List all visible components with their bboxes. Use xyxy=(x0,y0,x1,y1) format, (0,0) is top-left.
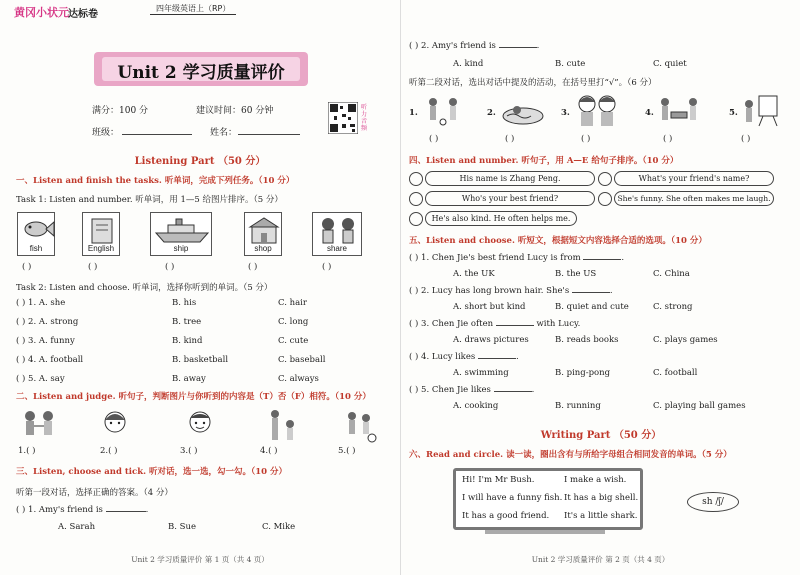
answer-paren[interactable]: ( ) xyxy=(409,319,419,329)
task1-instruction: Task 1: Listen and number. 听单词，用 1—5 给图片排序。（5 分） xyxy=(16,195,283,205)
tick-paren[interactable]: ( ) xyxy=(741,134,751,144)
order-circle[interactable] xyxy=(409,212,423,226)
score-text: 满分：100 分 xyxy=(92,106,149,116)
question-text: 1. Chen Jie's best friend Lucy is from xyxy=(421,253,581,263)
option-b[interactable]: B. his xyxy=(172,298,197,308)
option-a[interactable]: A. short but kind xyxy=(453,302,526,312)
task2-item xyxy=(16,374,65,384)
activity-number: 5. xyxy=(729,108,738,118)
judge-paren[interactable]: 2.( ) xyxy=(100,446,118,456)
option-c[interactable]: C. plays games xyxy=(653,335,718,345)
name-label: 姓名： xyxy=(210,128,238,138)
option-c[interactable]: C. China xyxy=(653,269,690,279)
answer-blank[interactable] xyxy=(478,351,516,359)
answer-paren[interactable]: ( ) xyxy=(16,298,26,308)
s5-question: ( ) 5. Chen Jie likes . xyxy=(409,385,535,395)
option-c[interactable]: C. hair xyxy=(278,298,307,308)
class-label: 班级： xyxy=(92,128,120,138)
board-sentence[interactable]: It's a little shark. xyxy=(564,511,638,521)
boy-face-icon xyxy=(185,408,215,444)
kids-playing-icon xyxy=(423,94,467,128)
section-3-sub: 听第一段对话，选择正确的答案。（4 分） xyxy=(16,488,173,498)
option-b[interactable]: B. the US xyxy=(555,269,597,279)
answer-paren[interactable]: ( ) xyxy=(88,262,98,272)
s3-question-1: ( ) 1. Amy's friend is . xyxy=(16,505,149,515)
answer-blank[interactable] xyxy=(494,384,532,392)
drawing-easel-icon xyxy=(741,92,781,128)
title-banner xyxy=(94,52,308,86)
question-text: 2. Amy's friend is xyxy=(421,41,496,51)
question-text: 2. Lucy has long brown hair. She's xyxy=(421,286,570,296)
order-circle[interactable] xyxy=(598,192,612,206)
two-girls-icon xyxy=(573,92,621,128)
option-b[interactable]: B. tree xyxy=(172,317,202,327)
option-a[interactable]: A. draws pictures xyxy=(453,335,529,345)
option-b[interactable]: B. kind xyxy=(172,336,203,346)
task2-item xyxy=(16,336,75,346)
option-a[interactable]: A. Sarah xyxy=(58,522,96,532)
s5-question xyxy=(409,318,580,329)
answer-paren[interactable]: ( ) xyxy=(16,317,26,327)
sentence-pill: What's your friend's name? xyxy=(614,171,774,186)
order-circle[interactable] xyxy=(598,172,612,186)
brand-sub: 达标卷 xyxy=(68,9,98,20)
answer-paren[interactable]: ( ) xyxy=(409,253,419,263)
option-c[interactable]: C. strong xyxy=(653,302,693,312)
option-c[interactable]: C. always xyxy=(278,374,319,384)
name-field[interactable] xyxy=(238,134,300,135)
board-sentence[interactable]: I make a wish. xyxy=(564,475,627,485)
picture-share xyxy=(312,212,362,256)
option-c[interactable]: C. Mike xyxy=(262,522,296,532)
option-a[interactable]: A. swimming xyxy=(453,368,509,378)
option-a[interactable]: A. cooking xyxy=(453,401,499,411)
option-a[interactable]: 1. A. she xyxy=(28,298,66,308)
option-c[interactable]: C. football xyxy=(653,368,698,378)
playing-football-icon xyxy=(342,408,378,444)
picture-fish xyxy=(17,212,55,256)
activity-number: 4. xyxy=(645,108,654,118)
option-a[interactable]: 5. A. say xyxy=(28,374,65,384)
tall-short-boys-icon xyxy=(266,408,298,444)
option-c[interactable]: C. quiet xyxy=(653,59,687,69)
option-c[interactable]: C. playing ball games xyxy=(653,401,746,411)
section-5-title: 五、Listen and choose. 听短文，根据短文内容选择合适的选项。（10 分） xyxy=(409,236,707,246)
page-footer: Unit 2 学习质量评价 第 2 页（共 4 页） xyxy=(531,555,670,564)
picture-label: share xyxy=(326,244,347,253)
answer-blank[interactable] xyxy=(106,504,146,512)
s5-question: ( ) 1. Chen Jie's best friend Lucy is from . xyxy=(409,253,625,263)
judge-paren[interactable]: 4.( ) xyxy=(260,446,278,456)
answer-paren[interactable]: ( ) xyxy=(16,336,26,346)
option-a[interactable]: A. kind xyxy=(453,59,484,69)
activity-number: 3. xyxy=(561,108,570,118)
section-3-sub2: 听第二段对话，选出对话中提及的活动，在括号里打“√”。（6 分） xyxy=(409,78,657,88)
judge-paren[interactable]: 3.( ) xyxy=(180,446,198,456)
question-text: 4. Lucy likes xyxy=(421,352,476,362)
option-c[interactable]: C. long xyxy=(278,317,309,327)
answer-paren[interactable]: ( ) xyxy=(409,385,419,395)
option-b[interactable]: B. basketball xyxy=(172,355,229,365)
girl-face-icon xyxy=(100,408,130,444)
picture-english xyxy=(82,212,120,256)
fish-icon xyxy=(19,215,55,245)
option-b[interactable]: B. away xyxy=(172,374,206,384)
answer-paren[interactable]: ( ) xyxy=(248,262,258,272)
option-b[interactable]: B. running xyxy=(555,401,601,411)
picture-ship xyxy=(150,212,212,256)
section-6-title: 六、Read and circle. 读一读，圈出含有与所给字母组合相同发音的单词。（5 分） xyxy=(409,450,732,460)
task2-item xyxy=(16,317,78,327)
reading-board xyxy=(453,468,643,530)
option-a[interactable]: 4. A. football xyxy=(28,355,84,365)
option-b[interactable]: B. quiet and cute xyxy=(555,302,629,312)
class-field[interactable] xyxy=(122,134,192,135)
judge-paren[interactable]: 5.( ) xyxy=(338,446,356,456)
question-text: 5. Chen Jie likes xyxy=(421,385,491,395)
right-page xyxy=(400,0,800,575)
question-text: 1. Amy's friend is xyxy=(28,505,103,515)
qr-note: 听力音频 xyxy=(361,104,368,132)
question-text: 3. Chen Jie often xyxy=(421,319,494,329)
task2-item xyxy=(16,298,65,308)
picture-label: English xyxy=(87,244,115,253)
board-sentence[interactable]: It has a good friend. xyxy=(462,511,550,521)
grade-tag: 四年级英语上（RP） xyxy=(150,3,236,15)
s5-question: ( ) 4. Lucy likes . xyxy=(409,352,519,362)
activity-number: 2. xyxy=(487,108,496,118)
board-sentence[interactable]: Hi! I'm Mr Bush. xyxy=(462,475,535,485)
answer-paren[interactable]: ( ) xyxy=(409,286,419,296)
option-a[interactable]: 2. A. strong xyxy=(28,317,79,327)
option-a[interactable]: A. the UK xyxy=(453,269,495,279)
option-c[interactable]: C. baseball xyxy=(278,355,326,365)
writing-part-heading: Writing Part （50 分） xyxy=(540,430,662,441)
judge-paren[interactable]: 1.( ) xyxy=(18,446,36,456)
activity-number: 1. xyxy=(409,108,418,118)
question-text-tail: with Lucy. xyxy=(536,319,581,329)
option-a[interactable]: 3. A. funny xyxy=(28,336,75,346)
unit-title: Unit 2 学习质量评价 xyxy=(117,63,285,83)
option-b[interactable]: B. ping-pong xyxy=(555,368,611,378)
sentence-pill: Who's your best friend? xyxy=(425,191,595,206)
picture-label: shop xyxy=(254,244,272,253)
children-sharing-icon xyxy=(314,215,362,245)
sentence-pill: His name is Zhang Peng. xyxy=(425,171,595,186)
phonics-bubble: sh /ʃ/ xyxy=(687,492,739,512)
qr-code-icon[interactable] xyxy=(328,102,358,134)
answer-paren[interactable]: ( ) xyxy=(165,262,175,272)
s5-question: ( ) 2. Lucy has long brown hair. She's . xyxy=(409,286,613,296)
tick-paren[interactable]: ( ) xyxy=(663,134,673,144)
swimming-icon xyxy=(501,94,545,128)
sentence-pill: He's also kind. He often helps me. xyxy=(425,211,577,226)
answer-paren[interactable]: ( ) xyxy=(22,262,32,272)
option-b[interactable]: B. Sue xyxy=(168,522,196,532)
picture-label: fish xyxy=(29,244,43,253)
task2-item xyxy=(16,355,83,365)
answer-paren[interactable]: ( ) xyxy=(16,355,26,365)
ship-icon xyxy=(152,215,212,245)
picture-shop xyxy=(244,212,282,256)
board-sentence[interactable]: It has a big shell. xyxy=(564,493,639,503)
shop-icon xyxy=(246,215,282,245)
task2-instruction: Task 2: Listen and choose. 听单词，选择你听到的单词。（5 分） xyxy=(16,283,273,293)
answer-blank[interactable] xyxy=(499,40,537,48)
answer-blank[interactable] xyxy=(583,252,621,260)
sentence-pill: She's funny. She often makes me laugh. xyxy=(614,191,774,206)
s3-question-2: ( ) 2. Amy's friend is . xyxy=(409,41,540,51)
section-2-title: 二、Listen and judge. 听句子，判断图片与你听到的内容是（T）否（F）相符。（10 分） xyxy=(16,392,371,402)
board-ledge xyxy=(485,530,605,534)
section-4-title: 四、Listen and number. 听句子，用 A—E 给句子排序。（10 分） xyxy=(409,156,679,166)
boys-greeting-icon xyxy=(18,408,60,444)
option-b[interactable]: B. reads books xyxy=(555,335,619,345)
tick-paren[interactable]: ( ) xyxy=(429,134,439,144)
answer-blank[interactable] xyxy=(572,285,610,293)
answer-paren[interactable]: ( ) xyxy=(322,262,332,272)
book-icon xyxy=(84,215,120,245)
section-1-title: 一、Listen and finish the tasks. 听单词，完成下列任务。（10 分） xyxy=(16,176,295,186)
playing-chess-icon xyxy=(657,94,701,128)
brand-logo: 黄冈小状元 xyxy=(14,6,69,19)
order-circle[interactable] xyxy=(409,192,423,206)
picture-label: ship xyxy=(173,244,189,253)
time-text: 建议时间：60 分钟 xyxy=(196,106,274,116)
page-footer: Unit 2 学习质量评价 第 1 页（共 4 页） xyxy=(131,555,269,564)
option-c[interactable]: C. cute xyxy=(278,336,309,346)
tick-paren[interactable]: ( ) xyxy=(505,134,515,144)
answer-paren[interactable]: ( ) xyxy=(409,352,419,362)
section-3-title: 三、Listen, choose and tick. 听对话，选一选，勾一勾。（10 分） xyxy=(16,467,288,477)
option-b[interactable]: B. cute xyxy=(555,59,586,69)
listening-part-heading: Listening Part （50 分） xyxy=(134,156,266,167)
answer-paren[interactable]: ( ) xyxy=(16,374,26,384)
board-sentence[interactable]: I will have a funny fish. xyxy=(462,493,563,503)
order-circle[interactable] xyxy=(409,172,423,186)
answer-blank[interactable] xyxy=(496,318,534,326)
tick-paren[interactable]: ( ) xyxy=(581,134,591,144)
